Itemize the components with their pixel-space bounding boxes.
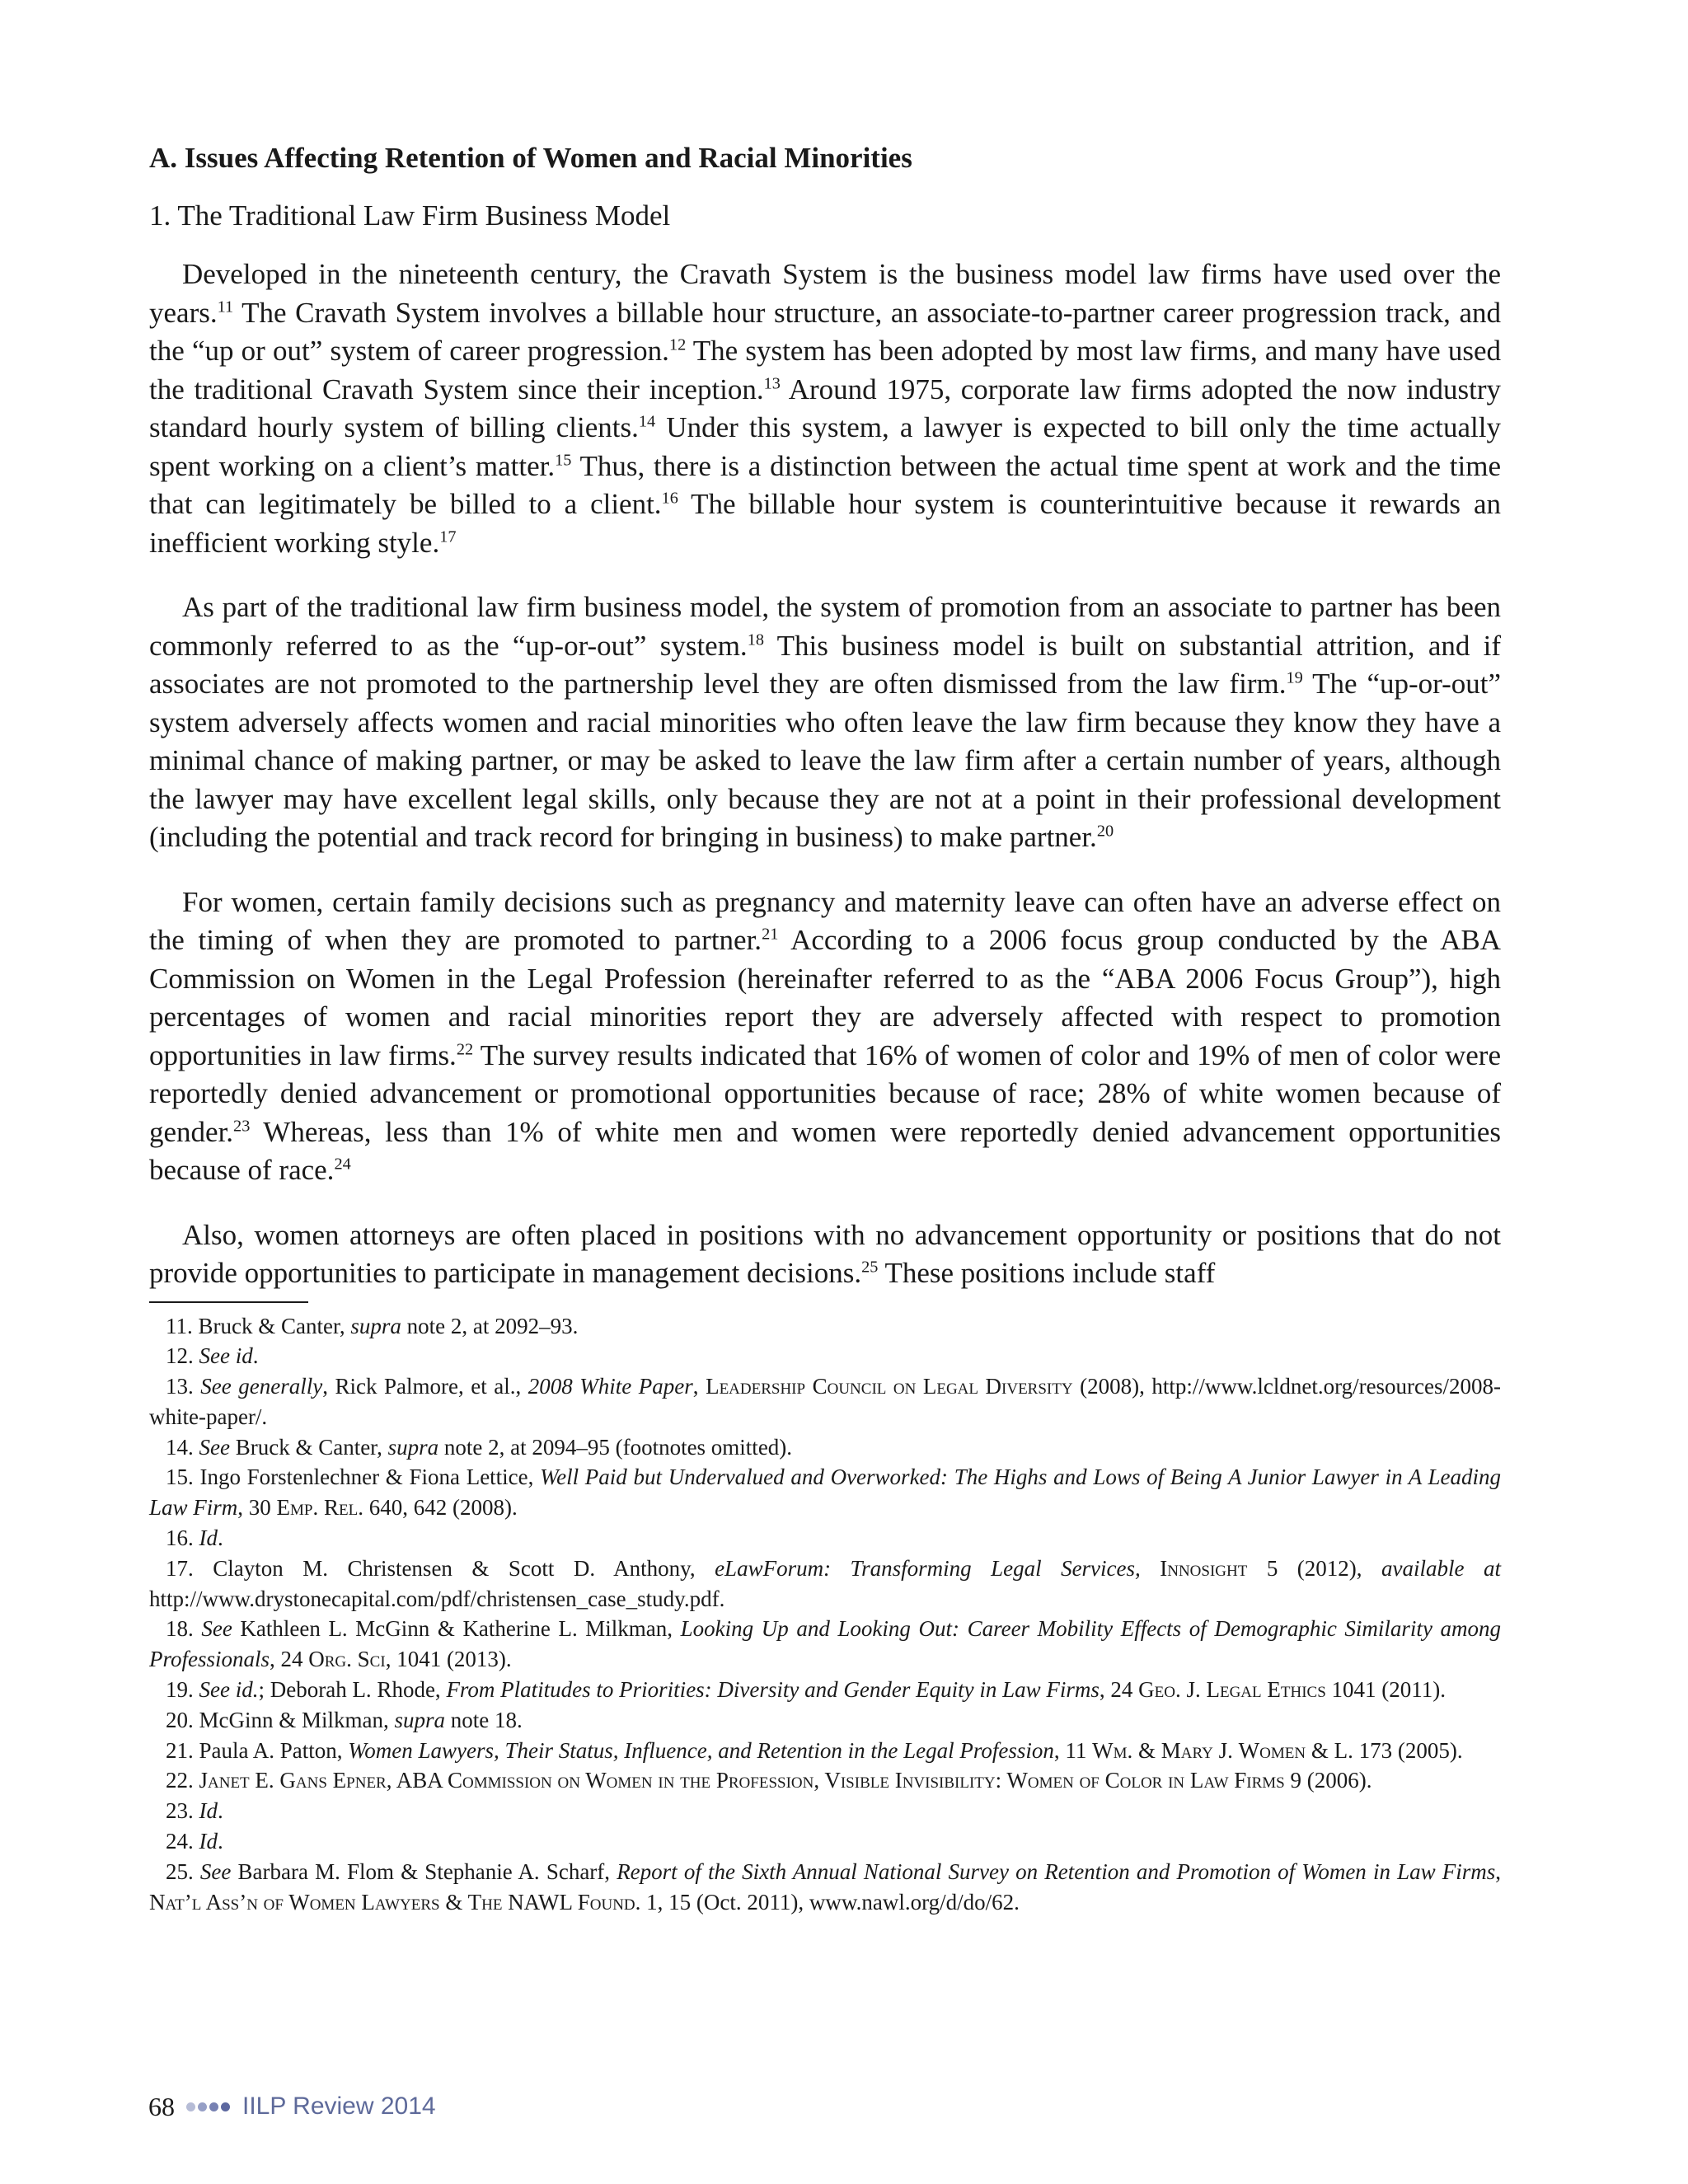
- text-run: note 2, at 2094–95 (footnotes omitted).: [438, 1434, 793, 1460]
- footnote-ref: 19: [1286, 668, 1303, 687]
- text-run: Kathleen L. McGinn & Katherine L. Milkman,: [232, 1616, 681, 1642]
- decorative-dots: [186, 2102, 232, 2111]
- text-run: Whereas, less than 1% of white men and women were reportedly denied advancement opportunities because of race.: [149, 1115, 1501, 1186]
- small-caps-text: Org. Sci: [308, 1647, 386, 1672]
- footnote: [149, 1736, 1501, 1766]
- footnote: [149, 1462, 1501, 1523]
- italic-text: See: [199, 1858, 232, 1884]
- footnotes: [149, 1311, 1501, 1918]
- dot-icon: [186, 2102, 195, 2111]
- text-run: Thus, there is a distinction between the actual time spent at work and the time that can legitimately be billed to a client.: [149, 449, 1501, 520]
- text-run: The billable hour system is counterintuitive because it rewards an inefficient working style.: [149, 488, 1501, 559]
- footnote-ref: 25: [861, 1258, 879, 1277]
- text-run: .: [218, 1526, 223, 1551]
- italic-text: Women Lawyers, Their Status, Influence, and Retention in the Legal Profession: [348, 1737, 1054, 1763]
- text-run: 1, 15 (Oct. 2011), www.nawl.org/d/do/62.: [640, 1889, 1020, 1915]
- text-run: According to a 2006 focus group conducted by the ABA Commission on Women in the Legal Profession (hereinafter referred to as the “ABA 2006 Focus Group”), high percentages of women and racial minorities report they are adversely affected with respect to promotion opportunities in law firms.: [149, 924, 1501, 1071]
- journal-name: IILP Review 2014: [242, 2093, 436, 2120]
- text-run: Also, women attorneys are often placed in positions with no advancement opportunity or positions that do not provide opportunities to participate in management decisions.: [149, 1218, 1501, 1289]
- text-run: For women, certain family decisions such as pregnancy and maternity leave can often have an adverse effect on the timing of when they are promoted to partner.: [149, 885, 1501, 956]
- text-run: 640, 642 (2008).: [363, 1495, 518, 1521]
- text-run: 18.: [166, 1616, 202, 1642]
- text-run: The Cravath System involves a billable hour structure, an associate-to-partner career progression track, and the “up or out” system of career progression.: [149, 296, 1501, 367]
- text-run: 15. Ingo Forstenlechner & Fiona Lettice,: [166, 1465, 541, 1490]
- footnote: [149, 1796, 1501, 1826]
- italic-text: Id: [199, 1526, 218, 1551]
- footnote: [149, 1675, 1501, 1705]
- text-run: , 11: [1053, 1737, 1093, 1763]
- text-run: 25.: [166, 1858, 200, 1884]
- footnote-ref: 11: [217, 297, 234, 316]
- text-run: These positions include staff: [878, 1257, 1216, 1289]
- italic-text: Report of the Sixth Annual National Survey on Retention and Promotion of Women in Law Firms: [617, 1858, 1496, 1884]
- footnote: [149, 1432, 1501, 1463]
- italic-text: See id.: [199, 1677, 259, 1703]
- italic-text: Id: [199, 1798, 218, 1824]
- text-run: ; Deborah L. Rhode,: [258, 1677, 447, 1703]
- dot-icon: [198, 2102, 207, 2111]
- footnote: [149, 1311, 1501, 1342]
- italic-text: See: [201, 1616, 232, 1642]
- text-run: 14.: [166, 1434, 199, 1460]
- footnote: [149, 1554, 1501, 1615]
- footnote: [149, 1371, 1501, 1432]
- text-run: 11. Bruck & Canter,: [166, 1313, 351, 1338]
- footnote-ref: 14: [638, 412, 656, 431]
- text-run: 17. Clayton M. Christensen & Scott D. Anthony,: [166, 1555, 715, 1581]
- text-run: , 30: [237, 1495, 277, 1521]
- footnote: [149, 1826, 1501, 1857]
- text-run: Around 1975, corporate law firms adopted the now industry standard hourly system of billing clients.: [149, 373, 1501, 443]
- text-run: note 2, at 2092–93.: [401, 1313, 579, 1338]
- text-run: .: [218, 1829, 223, 1854]
- italic-text: Looking Up and Looking Out: Career Mobility Effects of Demographic Similarity among Professionals: [149, 1616, 1502, 1672]
- text-run: ,: [1495, 1858, 1502, 1884]
- small-caps-text: Nat’l Ass’n of Women Lawyers & The: [149, 1889, 503, 1915]
- text-run: & L. 173 (2005).: [1306, 1737, 1463, 1763]
- small-caps-text: Emp. Rel.: [276, 1495, 363, 1521]
- text-run: .: [218, 1798, 223, 1824]
- page-footer: [148, 2090, 436, 2123]
- footnote-ref: 22: [456, 1039, 474, 1058]
- italic-text: supra: [350, 1313, 401, 1338]
- subsection-heading: 1. The Traditional Law Firm Business Model: [149, 199, 671, 232]
- text-run: The “up-or-out” system adversely affects women and racial minorities who often leave the law firm because they know they have a minimal chance of making partner, or may be asked to leave the law firm after a certain number of years, although the lawyer may have excellent legal skills, only because they are not at a point in their professional development (including the potential and track record for bringing in business) to make partner.: [149, 668, 1501, 853]
- small-caps-text: Leadership Council on Legal Diversity: [706, 1374, 1073, 1399]
- italic-text: See generally: [200, 1374, 323, 1399]
- small-caps-text: Geo.: [1138, 1677, 1181, 1703]
- text-run: , 24: [1099, 1677, 1139, 1703]
- dot-icon: [209, 2102, 218, 2111]
- footnote-ref: 16: [661, 489, 678, 508]
- text-run: 20. McGinn & Milkman,: [166, 1707, 395, 1732]
- italic-text: 2008 White Paper: [528, 1374, 693, 1399]
- text-run: 21. Paula A. Patton,: [166, 1737, 349, 1763]
- footnote: [149, 1341, 1501, 1371]
- text-run: 16.: [166, 1526, 199, 1551]
- body-paragraph: [149, 1216, 1501, 1293]
- italic-text: available at: [1381, 1555, 1501, 1581]
- small-caps-text: Innosight 5 (2012): [1160, 1555, 1357, 1581]
- text-run: note 18.: [445, 1707, 523, 1732]
- small-caps-text: Found.: [577, 1889, 641, 1915]
- text-run: [1141, 1556, 1160, 1581]
- dot-icon: [221, 2102, 230, 2111]
- text-run: 1041 (2011).: [1325, 1677, 1447, 1703]
- italic-text: See id: [199, 1343, 253, 1369]
- text-run: 22.: [166, 1768, 199, 1793]
- footnote-ref: 21: [762, 925, 779, 944]
- text-run: 12.: [166, 1343, 199, 1369]
- text-run: This business model is built on substantial attrition, and if associates are not promoted to the partnership level they are often dismissed from the law firm.: [149, 629, 1501, 700]
- italic-text: Id: [199, 1829, 218, 1854]
- small-caps-text: Janet E. Gans Epner, ABA Commission on Women in the Profession, Visible Invisibility: Women of Color in Law Firms 9: [199, 1768, 1301, 1793]
- footnote-ref: 23: [233, 1116, 251, 1135]
- small-caps-text: Wm. & Mary: [1092, 1737, 1213, 1763]
- body-paragraph: [149, 255, 1501, 562]
- text-run: ,: [692, 1374, 706, 1399]
- text-run: .: [252, 1343, 259, 1369]
- small-caps-text: Legal Ethics: [1206, 1677, 1326, 1703]
- footnote-ref: 17: [439, 527, 457, 546]
- page-content: [149, 138, 1501, 1917]
- italic-text: supra: [387, 1434, 439, 1460]
- italic-text: eLawForum: Transforming Legal Services,: [715, 1555, 1141, 1581]
- text-run: 24.: [166, 1829, 199, 1854]
- text-run: http://www.drystonecapital.com/pdf/christensen_case_study.pdf.: [149, 1586, 725, 1611]
- text-run: Bruck & Canter,: [229, 1434, 388, 1460]
- footnote-ref: 24: [334, 1155, 351, 1174]
- body-paragraph: [149, 588, 1501, 857]
- footnote: [149, 1614, 1501, 1675]
- text-run: , 1041 (2013).: [385, 1647, 512, 1672]
- footnote: [149, 1765, 1501, 1796]
- text-run: NAWL: [502, 1889, 578, 1915]
- text-run: ,: [1356, 1555, 1382, 1581]
- footnote-ref: 18: [747, 630, 764, 649]
- italic-text: From Platitudes to Priorities: Diversity and Gender Equity in Law Firms: [446, 1677, 1100, 1703]
- text-run: Developed in the nineteenth century, the Cravath System is the business model law firms have used over the years.: [149, 258, 1501, 329]
- footnote-ref: 15: [555, 450, 572, 469]
- text-run: , 24: [270, 1647, 309, 1672]
- body-paragraph: [149, 883, 1501, 1190]
- text-run: (2006).: [1301, 1768, 1372, 1793]
- text-run: 19.: [166, 1677, 199, 1703]
- footnote-ref: 20: [1096, 822, 1114, 841]
- text-run: Under this system, a lawyer is expected to bill only the time actually spent working on a client’s matter.: [149, 411, 1501, 482]
- text-run: 13.: [166, 1374, 201, 1399]
- footnote: [149, 1523, 1501, 1554]
- italic-text: See: [199, 1434, 230, 1460]
- footnote-divider: [149, 1301, 308, 1303]
- footnote-ref: 12: [668, 335, 687, 354]
- italic-text: supra: [394, 1707, 446, 1732]
- footnote: [149, 1705, 1501, 1736]
- text-run: Barbara M. Flom & Stephanie A. Scharf,: [231, 1858, 617, 1884]
- text-run: J.: [1212, 1737, 1239, 1763]
- text-run: The system has been adopted by most law firms, and many have used the traditional Cravath System since their inception.: [149, 335, 1501, 405]
- section-heading: A. Issues Affecting Retention of Women and Racial Minorities: [149, 142, 912, 174]
- text-run: (2008), http://www.lcldnet.org/resources/2008-white-paper/.: [149, 1374, 1502, 1429]
- page-number: 68: [148, 2091, 175, 2121]
- text-run: , Rick Palmore, et al.,: [322, 1374, 528, 1399]
- italic-text: Well Paid but Undervalued and Overworked: The Highs and Lows of Being A Junior Lawyer in A Leading Law Firm: [149, 1465, 1502, 1521]
- text-run: J.: [1180, 1677, 1207, 1703]
- small-caps-text: Women: [1238, 1737, 1306, 1763]
- footnote-ref: 13: [763, 373, 781, 392]
- text-run: 23.: [166, 1798, 199, 1824]
- text-run: The survey results indicated that 16% of women of color and 19% of men of color were reportedly denied advancement or promotional opportunities because of race; 28% of white women because of gender.: [149, 1038, 1501, 1148]
- footnote: [149, 1857, 1501, 1918]
- text-run: As part of the traditional law firm business model, the system of promotion from an associate to partner has been commonly referred to as the “up-or-out” system.: [149, 591, 1501, 662]
- body-text: [149, 255, 1501, 1293]
